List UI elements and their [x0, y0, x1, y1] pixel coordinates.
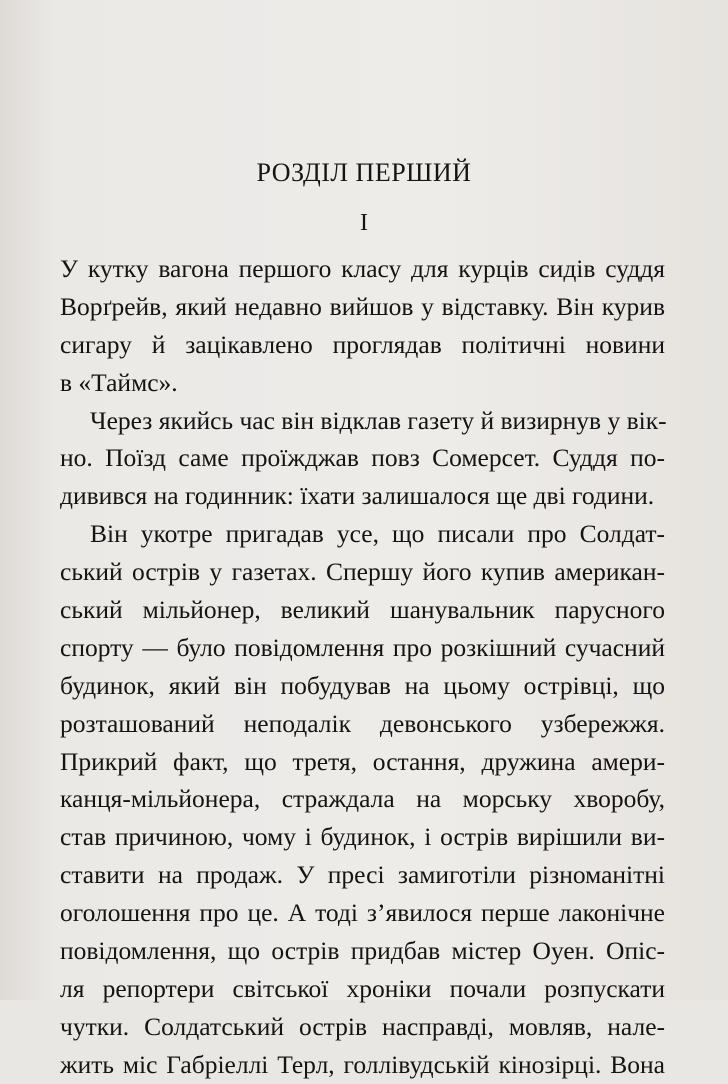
text-line: Ворґрейв, який недавно вийшов у відставку. Він курив	[60, 291, 665, 321]
text-line: но. Поїзд саме проїжджав повз Сомерсет. Суддя по-	[60, 443, 665, 473]
text-line: дивився на годинник: їхати залишалося ще дві години.	[60, 481, 655, 511]
body-text	[60, 250, 665, 1084]
text-line: У кутку вагона першого класу для курців сидів суддя	[60, 254, 665, 283]
chapter-title: РОЗДІЛ ПЕРШИЙ	[256, 158, 472, 187]
text-line: ля репортери світської хроніки почали розпускати	[60, 973, 665, 1003]
text-line: жить міс Габріеллі Терл, голлівудській кінозірці. Вона	[60, 1049, 665, 1079]
text-line: канця-мільйонера, страждала на морську хворобу,	[60, 784, 665, 814]
text-line: розташований неподалік девонського узбережжя.	[60, 708, 665, 738]
text-line: повідомлення, що острів придбав містер Оуен. Опіс-	[60, 936, 665, 966]
text-line: будинок, який він побудував на цьому острівці, що	[60, 670, 665, 700]
text-line: чутки. Солдатський острів насправді, мовляв, нале-	[60, 1011, 665, 1041]
text-line: став причиною, чому і будинок, і острів вирішили ви-	[60, 822, 665, 852]
text-line: ський острів у газетах. Спершу його купив американ-	[60, 557, 665, 587]
text-line: сигару й зацікавлено проглядав політичні новини	[60, 329, 665, 359]
text-line: спорту — було повідомлення про розкішний сучасний	[60, 632, 665, 662]
text-line: в «Таймс».	[60, 367, 178, 397]
text-line: ський мільйонер, великий шанувальник парусного	[60, 595, 665, 625]
text-line: Через якийсь час він відклав газету й визирнув у вік-	[90, 405, 667, 435]
text-line: Прикрий факт, що третя, остання, дружина амери-	[60, 746, 665, 776]
text-line: ставити на продаж. У пресі замиготіли різноманітні	[60, 860, 665, 890]
text-line: Він укотре пригадав усе, що писали про Солдат-	[90, 519, 665, 549]
text-line: оголошення про це. А тоді з’явилося перше лаконічне	[60, 898, 665, 928]
section-number: I	[360, 210, 368, 236]
